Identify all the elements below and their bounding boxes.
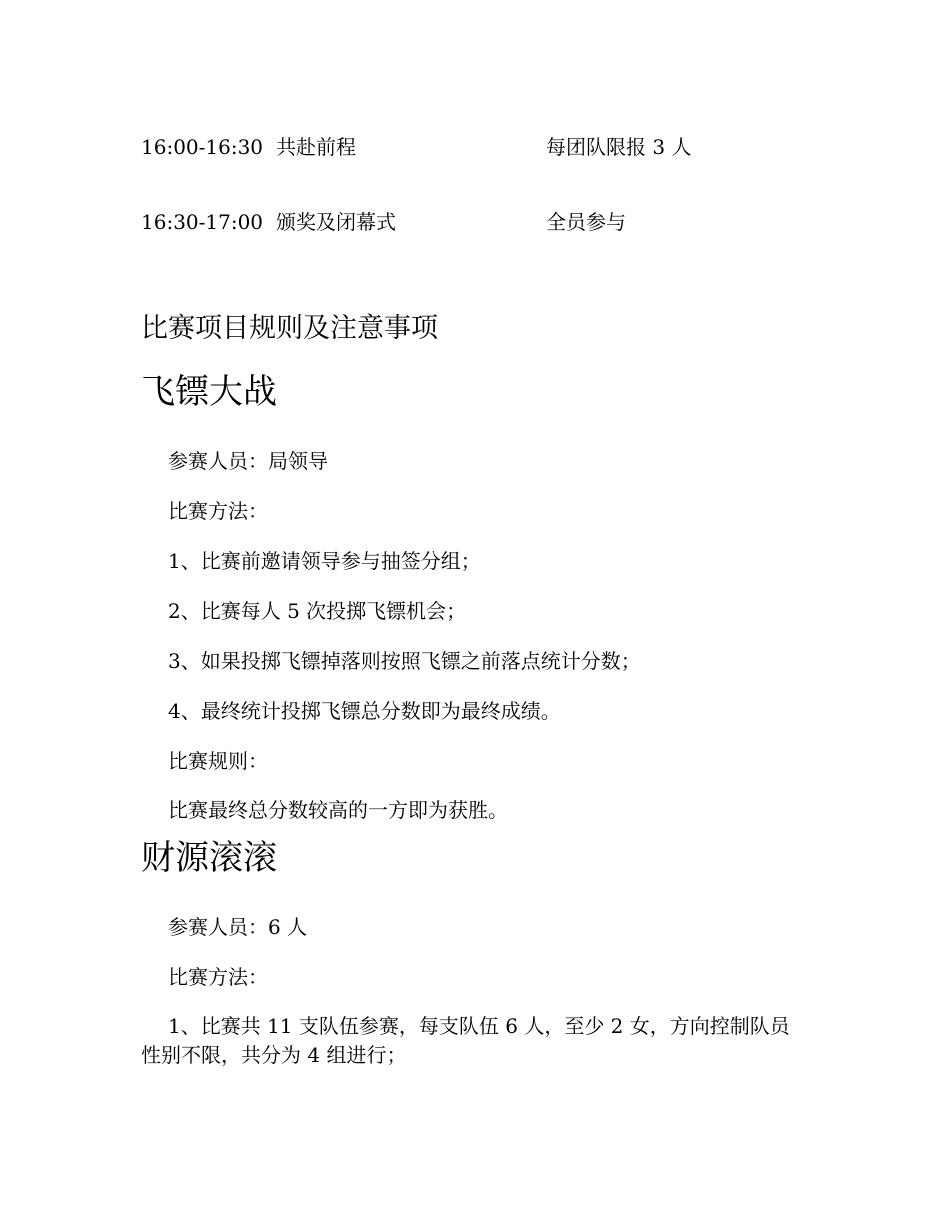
method-item: 1、比赛前邀请领导参与抽签分组； — [168, 549, 481, 573]
method-label: 比赛方法： — [168, 499, 268, 523]
rules-heading: 比赛项目规则及注意事项 — [141, 313, 438, 344]
event-title: 财源滚滚 — [141, 838, 277, 878]
schedule-event-name: 颁奖及闭幕式 — [276, 210, 396, 234]
event-participants: 参赛人员：局领导 — [168, 449, 328, 473]
method-item: 2、比赛每人 5 次投掷飞镖机会； — [168, 599, 467, 623]
schedule-note: 全员参与 — [546, 210, 626, 234]
schedule-time: 16:00-16:30 — [141, 135, 264, 159]
rule-text: 比赛最终总分数较高的一方即为获胜。 — [168, 798, 508, 822]
event-title: 飞镖大战 — [141, 372, 277, 412]
schedule-event-name: 共赴前程 — [276, 135, 356, 159]
rule-label: 比赛规则： — [168, 749, 268, 773]
schedule-time: 16:30-17:00 — [141, 210, 264, 234]
method-label: 比赛方法： — [168, 965, 268, 989]
method-item: 4、最终统计投掷飞镖总分数即为最终成绩。 — [168, 699, 561, 723]
method-item: 1、比赛共 11 支队伍参赛，每支队伍 6 人，至少 2 女，方向控制队员性别不限，共分为 4 组进行； — [141, 1014, 790, 1067]
event-participants: 参赛人员：6 人 — [168, 915, 308, 939]
method-item: 3、如果投掷飞镖掉落则按照飞镖之前落点统计分数； — [168, 649, 641, 673]
schedule-note: 每团队限报 3 人 — [546, 135, 692, 159]
